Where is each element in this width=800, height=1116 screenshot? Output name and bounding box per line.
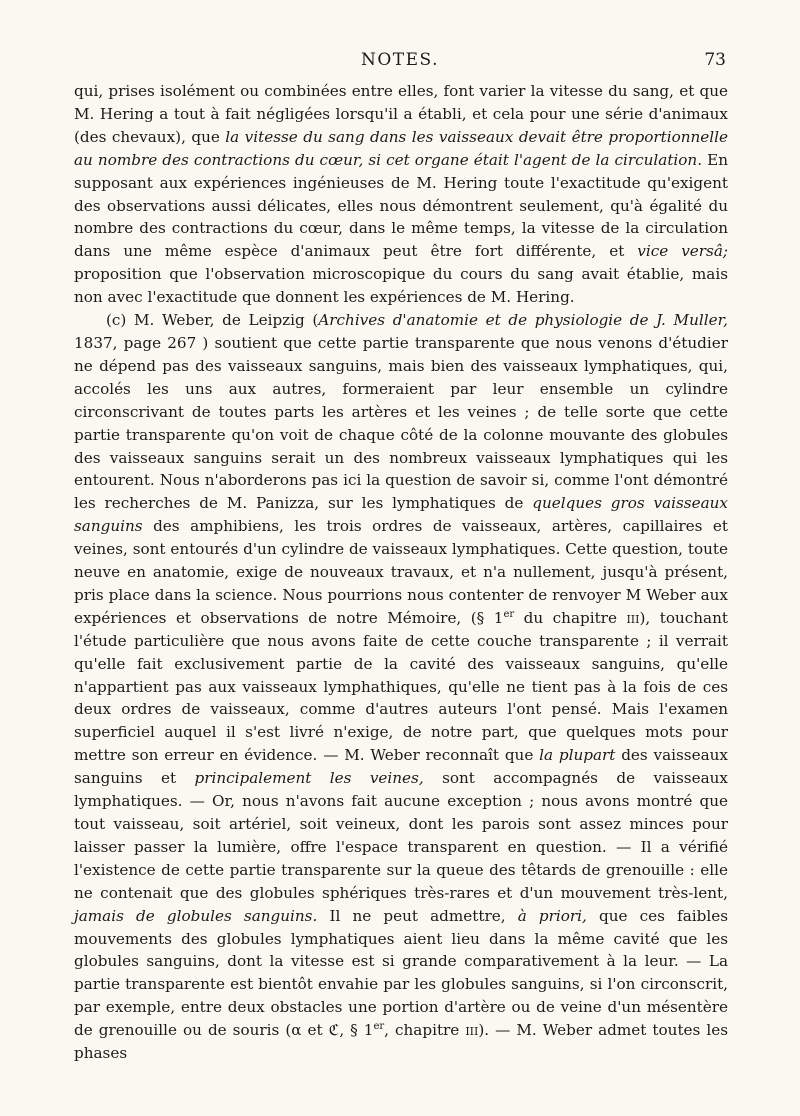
italic-text: jamais de globules sanguins. [74, 906, 318, 925]
text-run: des vaisseaux sanguins et [74, 746, 728, 788]
text-run: 1837, page 267 ) soutient que cette partie transparente que nous venons d'étudier ne dépend pas des vaisseaux sanguins, mais bien des vaisseaux lymphatiques, qui, accolés les uns aux autres, formeraient par leur ensemble un cylindre circonscrivant de toutes parts les artères et les veines ; de telle sorte que cette partie transparente qu'on voit de chaque côté de la colonne mouvante des globules des vaisseaux sanguins serait un des nombreux vaisseaux lymphatiques qui les entourent. Nous n'aborderons pas ici la question de savoir si, comme l'ont démontré les recherches de M. Panizza, sur les lymphatiques de [74, 333, 728, 513]
text-run: que ces faibles mouvements des globules lymphatiques aient lieu dans la même cavité que les globules sanguins, dont la vitesse est si grande comparativement à la leur. — La partie transparente est bientôt envahie par les globules sanguins, si l'on circonscrit, par exemple, entre deux obstacles une portion d'artère ou de veine d'un mésentère de grenouille ou de souris (α et ℭ, § 1 [74, 906, 728, 1040]
chapter-numeral: iii [465, 1021, 479, 1040]
chapter-numeral: iii [626, 608, 640, 627]
paragraph [74, 309, 728, 1065]
italic-text: vice versâ; [637, 242, 728, 261]
text-run: (c) M. Weber, de Leipzig ( [106, 311, 319, 330]
text-run: Il ne peut admettre, [317, 906, 518, 925]
body-text [74, 80, 728, 1065]
text-run: du chapitre [514, 608, 627, 627]
text-run: , chapitre [384, 1021, 466, 1040]
superscript-text: er [503, 608, 515, 620]
superscript-text: er [373, 1021, 385, 1033]
text-run: qui, prises isolément ou combinées entre elles, font varier la vitesse du sang, et que M. Hering a tout à fait négligées lorsqu'il a établi, et cela pour une série d'animaux (des chevaux), que [74, 82, 728, 146]
italic-text: la vitesse du sang dans les vaisseaux devait être proportionnelle au nombre des contractions du cœur, si cet organe était l'agent de la circulation [74, 127, 728, 169]
italic-text: quelques gros vaisseaux sanguins [74, 494, 728, 536]
text-run: des amphibiens, les trois ordres de vaisseaux, artères, capillaires et veines, sont entourés d'un cylindre de vaisseaux lymphatiques. Cette question, toute neuve en anatomie, exige de nouveaux travaux, et n'a nullement, jusqu'à présent, pris place dans la science. Nous pourrions nous contenter de renvoyer M Weber aux expériences et observations de notre Mémoire, (§ 1 [74, 517, 728, 627]
italic-text: à priori, [517, 906, 587, 925]
italic-text: la plupart [539, 746, 616, 765]
page-header [74, 46, 726, 76]
text-run: ), touchant l'étude particulière que nous avons faite de cette couche transparente ; il verrait qu'elle fait exclusivement partie de la cavité des vaisseaux sanguins, qu'elle n'appartient pas aux vaisseaux lymphathiques, qu'elle ne tient pas à la fois de ces deux ordres de vaisseaux, comme d'autres auteurs l'ont pensé. Mais l'examen superficiel auquel il s'est livré n'exige, de notre part, que quelques mots pour mettre son erreur en évidence. — M. Weber reconnaît que [74, 608, 728, 765]
text-run: proposition que l'observation microscopique du cours du sang avait établie, mais non avec l'exactitude que donnent les expériences de M. Hering. [74, 265, 728, 307]
running-title: NOTES. [360, 50, 439, 70]
text-run: sont accompagnés de vaisseaux lymphatiques. — Or, nous n'avons fait aucune exception ; nous avons montré que tout vaisseau, soit artériel, soit veineux, dont les parois sont assez minces pour laisser passer la lumière, offre l'espace transparent en question. — Il a vérifié l'existence de cette partie transparente sur la queue des têtards de grenouille : elle ne contenait que des globules sphériques très-rares et d'un mouvement très-lent, [74, 769, 728, 902]
italic-text: principalement les veines, [194, 769, 424, 788]
italic-text: Archives d'anatomie et de physiologie de J. Muller, [318, 311, 728, 330]
paragraph [74, 80, 728, 309]
text-run: ). — M. Weber admet toutes les phases [74, 1021, 728, 1063]
page-number: 73 [704, 50, 726, 70]
text-run: . En supposant aux expériences ingénieuses de M. Hering toute l'exactitude qu'exigent des observations aussi délicates, elles nous démontrent seulement, qu'à égalité du nombre des contractions du cœur, dans le même temps, la vitesse de la circulation dans une même espèce d'animaux peut être fort différente, et [74, 150, 728, 261]
